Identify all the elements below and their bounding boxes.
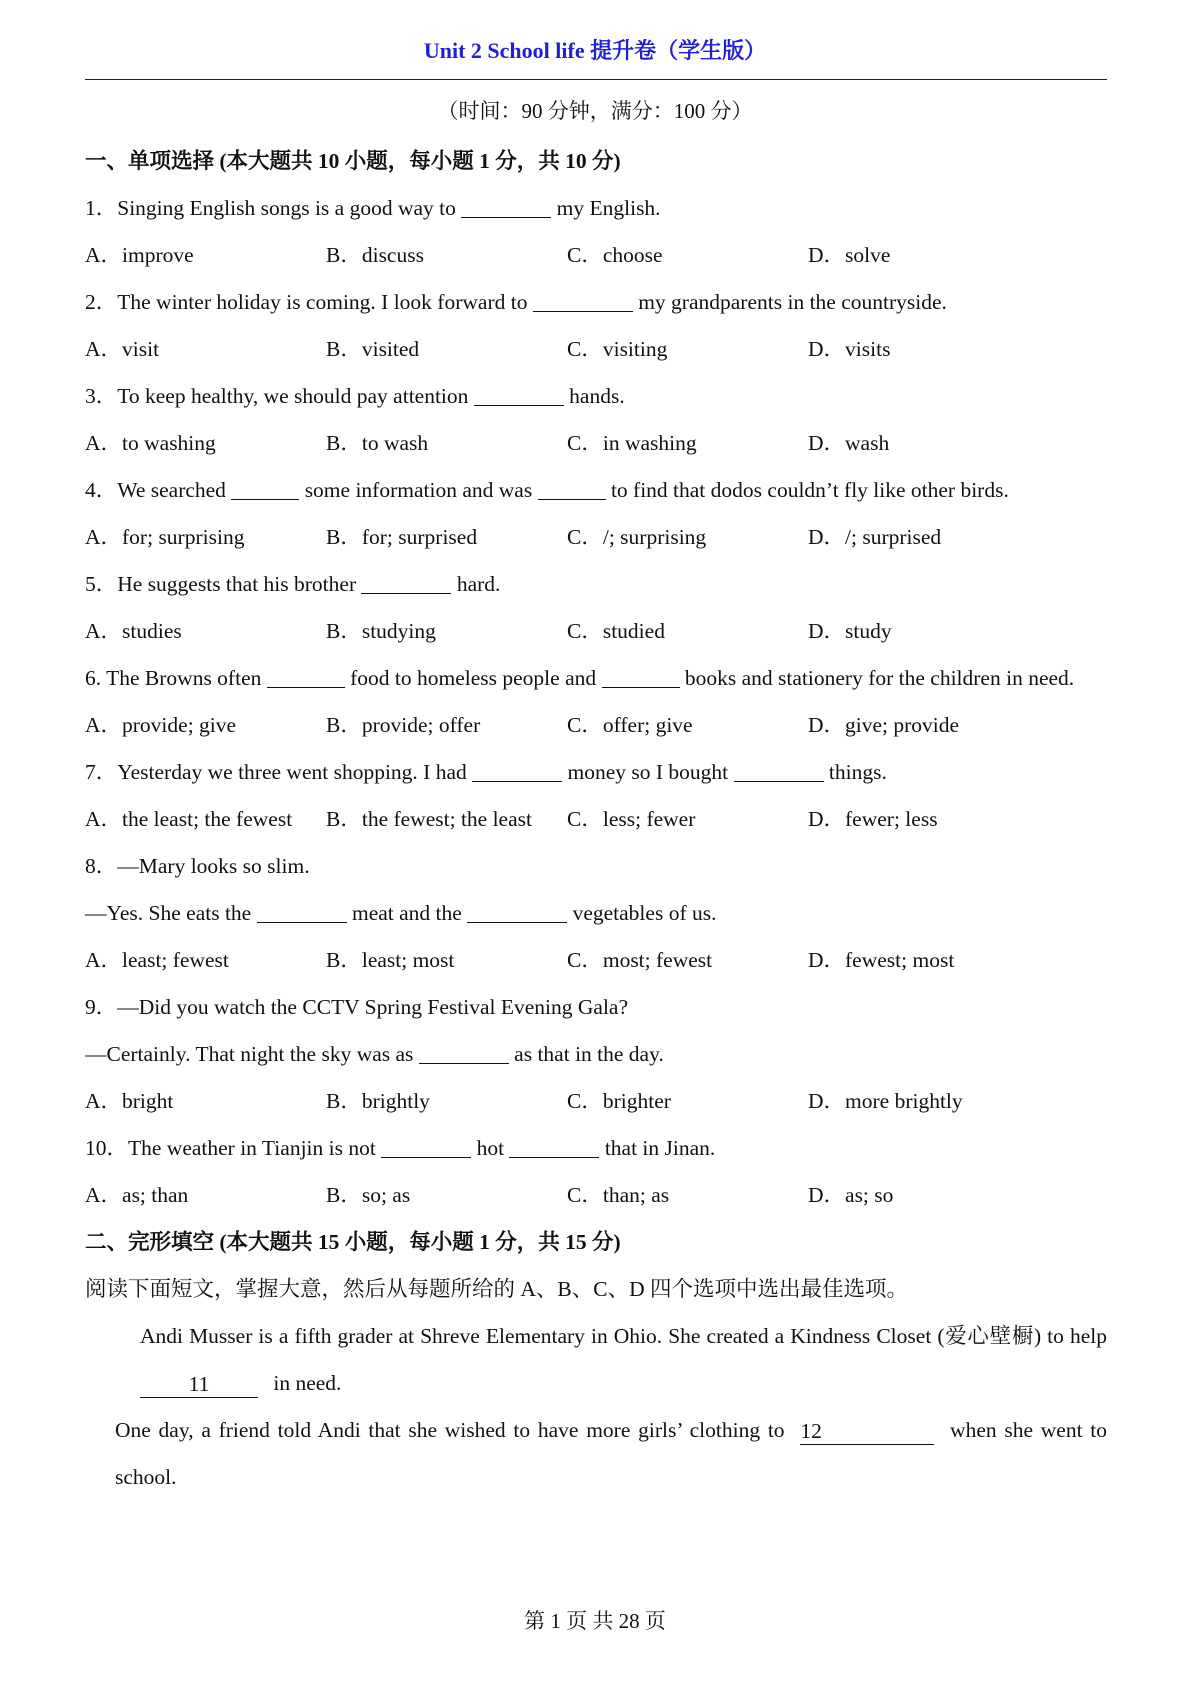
option-b: B．the fewest; the least [326, 807, 532, 831]
option-d: D．study [808, 619, 892, 643]
cloze-paragraph [85, 1313, 1107, 1407]
option-b: B．for; surprised [326, 525, 478, 549]
stem-text: things. [823, 760, 887, 784]
question-stem: 8．—Mary looks so slim. [85, 854, 310, 878]
stem-text: 3．To keep healthy, we should pay attention [85, 384, 474, 408]
option-c: C．/; surprising [567, 525, 707, 549]
cloze-blank-11: 11 [140, 1373, 258, 1398]
title-divider [85, 79, 1107, 80]
option-d: D．wash [808, 431, 890, 455]
option-row [85, 420, 1107, 467]
answer-blank [538, 477, 606, 500]
option-row [85, 937, 1107, 984]
stem-text: —Yes. She eats the [85, 901, 257, 925]
stem-text: 6. The Browns often [85, 666, 267, 690]
paragraph-text: Andi Musser is a fifth grader at Shreve Elementary in Ohio. She created a Kindness Closet (爱心壁橱) to help [140, 1324, 1107, 1348]
option-b: B．brightly [326, 1089, 430, 1113]
answer-blank [467, 900, 567, 923]
page-footer: 第 1 页 共 28 页 [524, 1609, 666, 1633]
option-c: C．brighter [567, 1089, 671, 1113]
option-b: B．least; most [326, 948, 455, 972]
option-d: D．fewer; less [808, 807, 938, 831]
option-b: B．discuss [326, 243, 424, 267]
option-row [85, 702, 1107, 749]
stem-text: 2．The winter holiday is coming. I look forward to [85, 290, 533, 314]
answer-blank [533, 289, 633, 312]
option-c: C．visiting [567, 337, 668, 361]
option-d: D．as; so [808, 1183, 894, 1207]
option-d: D．/; surprised [808, 525, 942, 549]
option-a: A．least; fewest [85, 948, 229, 972]
option-c: C．in washing [567, 431, 697, 455]
question-stem [85, 655, 1107, 702]
stem-text: 5．He suggests that his brother [85, 572, 362, 596]
answer-blank [474, 383, 564, 406]
option-row [85, 326, 1107, 373]
option-c: C．studied [567, 619, 665, 643]
question-stem [85, 467, 1107, 514]
section-heading: 二、完形填空 (本大题共 15 小题，每小题 1 分，共 15 分) [85, 1230, 621, 1254]
section-heading: 一、单项选择 (本大题共 10 小题，每小题 1 分，共 10 分) [85, 149, 621, 173]
answer-blank [361, 571, 451, 594]
option-row [85, 1078, 1107, 1125]
stem-text: money so I bought [562, 760, 734, 784]
option-c: C．than; as [567, 1183, 670, 1207]
option-c: C．most; fewest [567, 948, 713, 972]
option-b: B．so; as [326, 1183, 411, 1207]
paragraph-text: when she went to school. [115, 1418, 1108, 1489]
stem-text: meat and the [346, 901, 468, 925]
stem-text: food to homeless people and [344, 666, 602, 690]
stem-text: vegetables of us. [567, 901, 717, 925]
question-stem [85, 185, 1107, 232]
option-a: A．bright [85, 1089, 174, 1113]
time-info: （时间：90 分钟，满分：100 分） [437, 99, 753, 123]
option-row [85, 514, 1107, 561]
stem-text: that in Jinan. [599, 1136, 716, 1160]
answer-blank [734, 759, 824, 782]
answer-blank [472, 759, 562, 782]
question-stem [85, 749, 1107, 796]
option-row [85, 796, 1107, 843]
option-d: D．solve [808, 243, 891, 267]
stem-text: hot [471, 1136, 510, 1160]
option-a: A．for; surprising [85, 525, 245, 549]
option-b: B．studying [326, 619, 436, 643]
stem-text: books and stationery for the children in need. [679, 666, 1075, 690]
question-stem: 9．—Did you watch the CCTV Spring Festival Evening Gala? [85, 995, 629, 1019]
stem-text: my English. [551, 196, 661, 220]
option-a: A．studies [85, 619, 182, 643]
option-b: B．visited [326, 337, 420, 361]
stem-text: hard. [451, 572, 501, 596]
paragraph-text: in need. [268, 1371, 342, 1395]
option-a: A．provide; give [85, 713, 237, 737]
stem-text: hands. [563, 384, 625, 408]
answer-blank [602, 665, 680, 688]
option-row [85, 1172, 1107, 1219]
option-a: A．to washing [85, 431, 216, 455]
option-a: A．as; than [85, 1183, 189, 1207]
stem-text: 10．The weather in Tianjin is not [85, 1136, 382, 1160]
question-stem [85, 890, 1107, 937]
cloze-paragraph [85, 1407, 1107, 1501]
option-c: C．offer; give [567, 713, 693, 737]
question-stem [85, 279, 1107, 326]
page-title: Unit 2 School life 提升卷（学生版） [423, 38, 767, 63]
option-row [85, 232, 1107, 279]
option-a: A．visit [85, 337, 160, 361]
answer-blank [381, 1135, 471, 1158]
option-c: C．choose [567, 243, 663, 267]
cloze-blank-12: 12 [800, 1420, 934, 1445]
answer-blank [257, 900, 347, 923]
stem-text: 4．We searched [85, 478, 232, 502]
answer-blank [231, 477, 299, 500]
stem-text: some information and was [299, 478, 538, 502]
stem-text: to find that dodos couldn’t fly like other birds. [605, 478, 1009, 502]
option-a: A．the least; the fewest [85, 807, 293, 831]
option-row [85, 608, 1107, 655]
stem-text: 1．Singing English songs is a good way to [85, 196, 462, 220]
answer-blank [509, 1135, 599, 1158]
question-stem [85, 1031, 1107, 1078]
answer-blank [461, 195, 551, 218]
question-stem [85, 561, 1107, 608]
section-instruction: 阅读下面短文，掌握大意，然后从每题所给的 A、B、C、D 四个选项中选出最佳选项。 [85, 1277, 908, 1301]
option-a: A．improve [85, 243, 194, 267]
option-d: D．give; provide [808, 713, 960, 737]
paragraph-text: One day, a friend told Andi that she wished to have more girls’ clothing to [115, 1418, 793, 1442]
answer-blank [419, 1041, 509, 1064]
option-d: D．fewest; most [808, 948, 955, 972]
stem-text: 7．Yesterday we three went shopping. I had [85, 760, 473, 784]
option-d: D．more brightly [808, 1089, 963, 1113]
stem-text: my grandparents in the countryside. [632, 290, 947, 314]
option-d: D．visits [808, 337, 891, 361]
question-stem [85, 1125, 1107, 1172]
question-stem [85, 373, 1107, 420]
exam-content [85, 138, 1107, 1501]
stem-text: as that in the day. [508, 1042, 664, 1066]
answer-blank [267, 665, 345, 688]
stem-text: —Certainly. That night the sky was as [85, 1042, 419, 1066]
option-b: B．provide; offer [326, 713, 481, 737]
option-c: C．less; fewer [567, 807, 696, 831]
option-b: B．to wash [326, 431, 429, 455]
